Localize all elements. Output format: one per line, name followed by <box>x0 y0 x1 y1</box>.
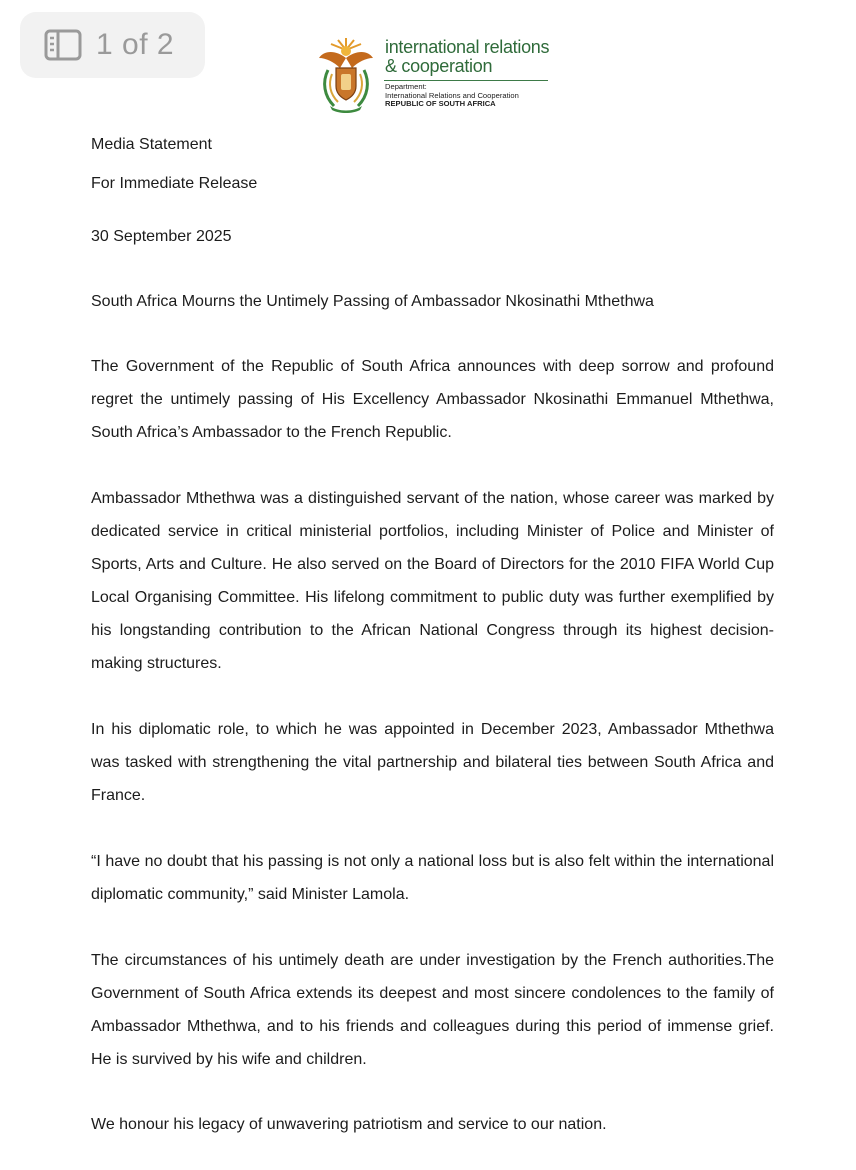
letterhead-divider <box>384 80 548 81</box>
letterhead <box>316 36 556 118</box>
department-title-line2: & cooperation <box>385 56 493 76</box>
paragraph-5: The circumstances of his untimely death are under investigation by the French authorities.The Government of South Africa extends its deepest and most sincere condolences to the family of Ambassador Mthethwa, and to his friends and colleagues during this period of immense grief. He is survived by his wife and children. <box>91 952 774 1068</box>
statement-type: Media Statement <box>91 136 212 153</box>
department-title <box>385 38 549 76</box>
department-subtitle-line3: REPUBLIC OF SOUTH AFRICA <box>385 99 496 109</box>
paragraph-1: The Government of the Republic of South Africa announces with deep sorrow and profound regret the untimely passing of His Excellency Ambassador Nkosinathi Emmanuel Mthethwa, South Africa’s Ambassador to the French Republic. <box>91 358 774 441</box>
statement-headline: South Africa Mourns the Untimely Passing of Ambassador Nkosinathi Mthethwa <box>91 293 654 310</box>
page-indicator-label: 1 of 2 <box>96 28 175 61</box>
department-title-line1: international relations <box>385 37 550 57</box>
statement-date: 30 September 2025 <box>91 228 232 245</box>
department-subtitle <box>385 83 519 109</box>
document-pages-icon <box>44 29 82 61</box>
department-subtitle-line2: International Relations and Cooperation <box>385 90 519 100</box>
paragraph-4: “I have no doubt that his passing is not only a national loss but is also felt within the international diplomatic community,” said Minister Lamola. <box>91 853 774 903</box>
paragraph-6: We honour his legacy of unwavering patriotism and service to our nation. <box>91 1116 607 1133</box>
release-notice: For Immediate Release <box>91 175 258 192</box>
page-indicator[interactable] <box>20 12 205 78</box>
paragraph-2: Ambassador Mthethwa was a distinguished servant of the nation, whose career was marked by dedicated service in critical ministerial portfolios, including Minister of Police and Minister of Sports, Arts and Culture. He also served on the Board of Directors for the 2010 FIFA World Cup Local Organising Committee. His lifelong commitment to public duty was further exemplified by his longstanding contribution to the African National Congress through its highest decision-making structures. <box>91 490 774 672</box>
paragraph-3: In his diplomatic role, to which he was appointed in December 2023, Ambassador Mthethwa was tasked with strengthening the vital partnership and bilateral ties between South Africa and France. <box>91 721 774 804</box>
department-subtitle-line1: Department: <box>385 82 427 91</box>
coat-of-arms-icon <box>316 36 376 114</box>
